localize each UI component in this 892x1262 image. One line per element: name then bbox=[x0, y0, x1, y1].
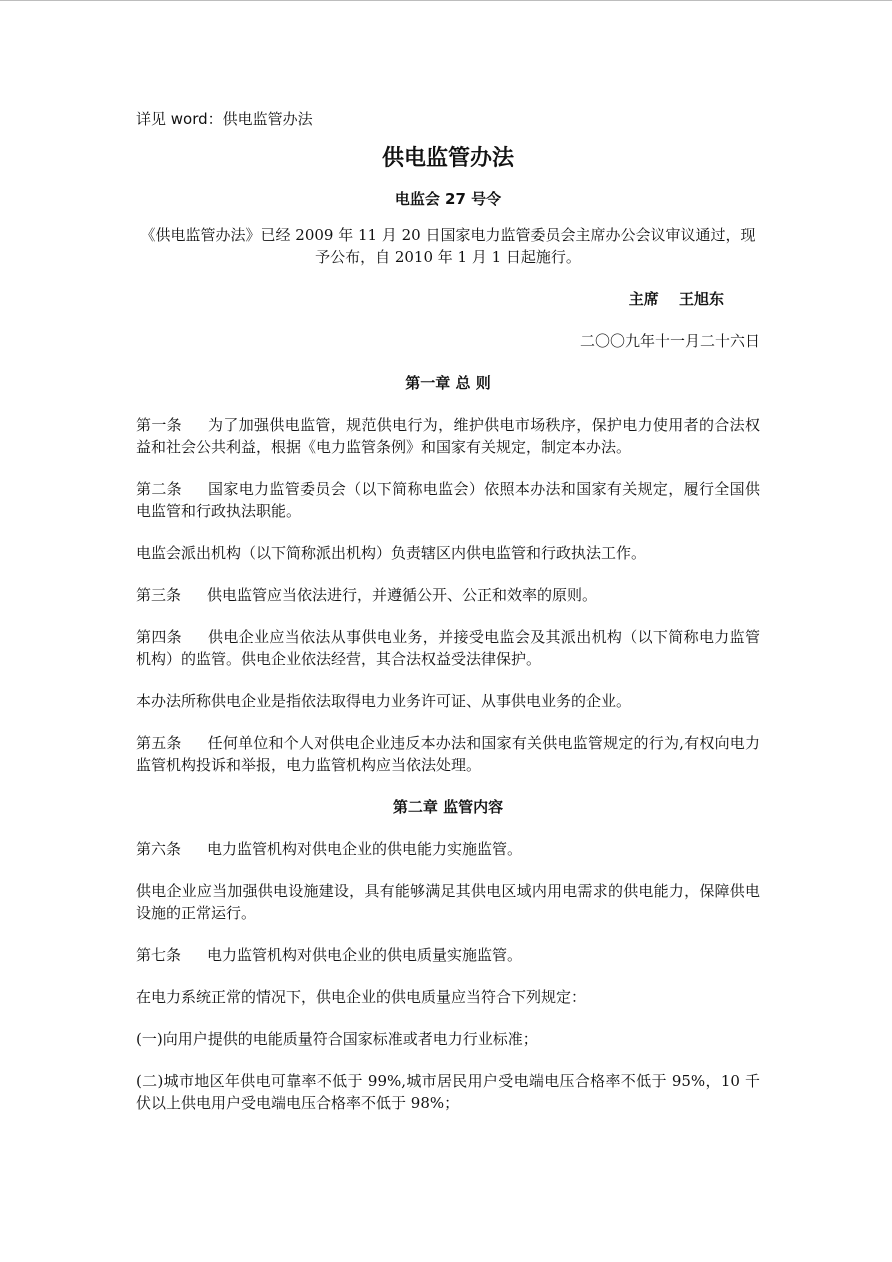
order-number: 电监会 27 号令 bbox=[394, 190, 502, 208]
article-5 bbox=[136, 732, 760, 776]
chapter-heading-1: 第一章 总 则 bbox=[405, 374, 491, 392]
article-label: 第五条 bbox=[136, 734, 182, 752]
article-text: 供电企业应当依法从事供电业务，并接受电监会及其派出机构（以下简称电力监管机构）的监管。供电企业依法经营，其合法权益受法律保护。 bbox=[136, 628, 760, 668]
signer: 主席 王旭东 bbox=[628, 290, 724, 308]
article-label: 第三条 bbox=[136, 586, 182, 604]
article-4 bbox=[136, 626, 760, 670]
list-item-2: (二)城市地区年供电可靠率不低于 99%,城市居民用户受电端电压合格率不低于 95%，10 千伏以上供电用户受电端电压合格率不低于 98%； bbox=[136, 1072, 760, 1112]
article-2 bbox=[136, 478, 760, 522]
list-item-1: (一)向用户提供的电能质量符合国家标准或者电力行业标准； bbox=[136, 1030, 538, 1048]
article-3 bbox=[136, 584, 760, 606]
document-title: 供电监管办法 bbox=[381, 146, 514, 171]
chapter-heading-2: 第二章 监管内容 bbox=[392, 798, 504, 816]
article-label: 第六条 bbox=[136, 840, 182, 858]
document-page bbox=[136, 108, 760, 1114]
top-border bbox=[0, 0, 892, 1]
paragraph-agency: 电监会派出机构（以下简称派出机构）负责辖区内供电监管和行政执法工作。 bbox=[136, 544, 647, 562]
article-6 bbox=[136, 838, 760, 860]
article-text: 电力监管机构对供电企业的供电质量实施监管。 bbox=[207, 946, 523, 964]
paragraph-capacity: 供电企业应当加强供电设施建设，具有能够满足其供电区域内用电需求的供电能力，保障供电设施的正常运行。 bbox=[136, 882, 760, 922]
article-label: 第二条 bbox=[136, 480, 183, 498]
header-note: 详见 word：供电监管办法 bbox=[136, 110, 313, 128]
article-text: 国家电力监管委员会（以下简称电监会）依照本办法和国家有关规定，履行全国供电监管和行政执法职能。 bbox=[136, 480, 760, 520]
article-text: 任何单位和个人对供电企业违反本办法和国家有关供电监管规定的行为,有权向电力监管机构投诉和举报，电力监管机构应当依法处理。 bbox=[136, 734, 760, 774]
article-label: 第七条 bbox=[136, 946, 182, 964]
article-label: 第一条 bbox=[136, 416, 183, 434]
article-label: 第四条 bbox=[136, 628, 183, 646]
article-text: 电力监管机构对供电企业的供电能力实施监管。 bbox=[207, 840, 523, 858]
issue-date: 二〇〇九年十一月二十六日 bbox=[579, 332, 760, 350]
article-text: 为了加强供电监管，规范供电行为，维护供电市场秩序，保护电力使用者的合法权益和社会公共利益，根据《电力监管条例》和国家有关规定，制定本办法。 bbox=[136, 416, 760, 456]
article-7 bbox=[136, 944, 760, 966]
article-text: 供电监管应当依法进行，并遵循公开、公正和效率的原则。 bbox=[207, 586, 598, 604]
paragraph-quality: 在电力系统正常的情况下，供电企业的供电质量应当符合下列规定： bbox=[136, 988, 587, 1006]
article-1 bbox=[136, 414, 760, 458]
paragraph-definition: 本办法所称供电企业是指依法取得电力业务许可证、从事供电业务的企业。 bbox=[136, 692, 632, 710]
promulgation-text: 《供电监管办法》已经 2009 年 11 月 20 日国家电力监管委员会主席办公会议审议通过，现予公布，自 2010 年 1 月 1 日起施行。 bbox=[140, 226, 756, 266]
